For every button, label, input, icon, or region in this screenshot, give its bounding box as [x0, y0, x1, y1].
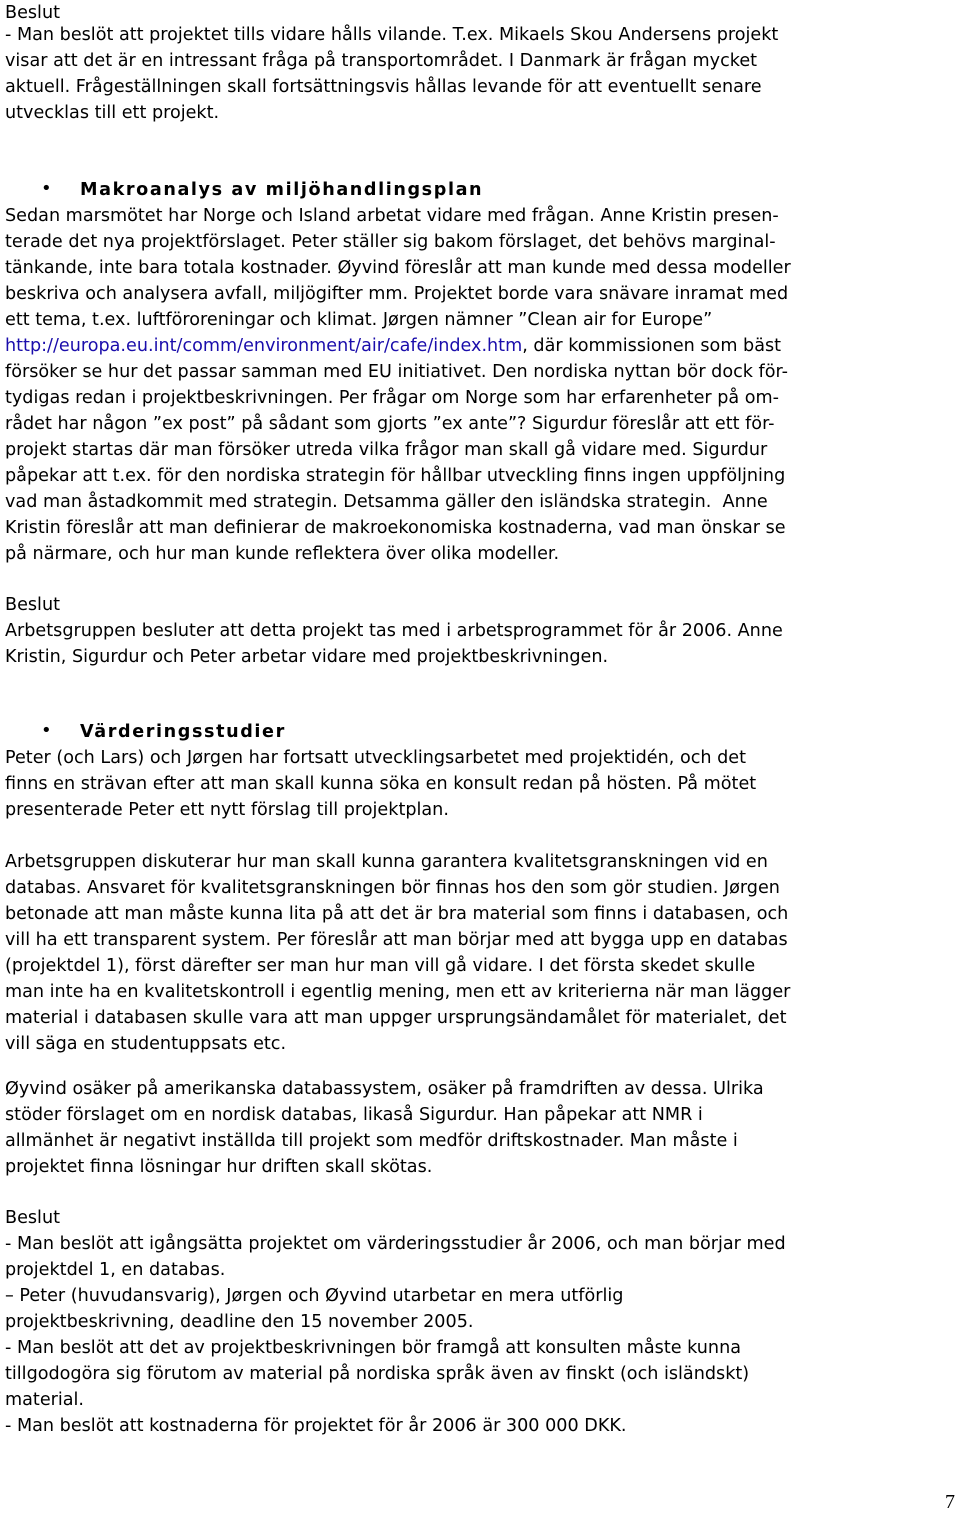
text-line: Øyvind osäker på amerikanska databassystem, osäker på framdriften av dessa. Ulrika: [5, 1079, 764, 1099]
text-line: projektdel 1, en databas.: [5, 1260, 226, 1280]
text-line: påpekar att t.ex. för den nordiska strategin för hållbar utveckling finns ingen uppföljning: [5, 466, 786, 486]
text-line: projektbeskrivning, deadline den 15 november 2005.: [5, 1312, 474, 1332]
text-line: finns en strävan efter att man skall kunna söka en konsult redan på hösten. På mötet: [5, 774, 757, 794]
text-line: - Man beslöt att det av projektbeskrivningen bör framgå att konsulten måste kunna: [5, 1338, 742, 1358]
text-line: allmänhet är negativt inställda till projekt som medför driftskostnader. Man måste i: [5, 1131, 738, 1151]
text-line: material.: [5, 1390, 85, 1410]
text-line: beskriva och analysera avfall, miljögifter mm. Projektet borde vara snävare inramat med: [5, 284, 789, 304]
text-line: vill ha ett transparent system. Per föreslår att man börjar med att bygga upp en databas: [5, 930, 788, 950]
cafe-link[interactable]: http://europa.eu.int/comm/environment/air/cafe/index.htm: [5, 336, 523, 356]
text-line: utvecklas till ett projekt.: [5, 103, 220, 123]
text-line: material i databasen skulle vara att man uppger ursprungsändamålet för materialet, det: [5, 1008, 787, 1028]
beslut-label: Beslut: [5, 595, 60, 615]
text-line: - Man beslöt att projektet tills vidare hålls vilande. T.ex. Mikaels Skou Andersens projekt: [5, 25, 779, 45]
text-line: på närmare, och hur man kunde reflektera över olika modeller.: [5, 544, 560, 564]
text-line: rådet har någon ”ex post” på sådant som gjorts ”ex ante”? Sigurdur föreslår att ett för-: [5, 414, 775, 434]
text-line: tänkande, inte bara totala kostnader. Øyvind föreslår att man kunde med dessa modeller: [5, 258, 791, 278]
text-line: databas. Ansvaret för kvalitetsgranskningen bör finnas hos den som gör studien. Jørgen: [5, 878, 780, 898]
text-line: Kristin, Sigurdur och Peter arbetar vidare med projektbeskrivningen.: [5, 647, 609, 667]
text-line: Arbetsgruppen besluter att detta projekt tas med i arbetsprogrammet för år 2006. Anne: [5, 621, 783, 641]
text-line: vad man åstadkommit med strategin. Detsamma gäller den isländska strategin. Anne: [5, 492, 768, 512]
text-line: terade det nya projektförslaget. Peter ställer sig bakom förslaget, det behövs marginal-: [5, 232, 776, 252]
text-line: aktuell. Frågeställningen skall fortsättningsvis hållas levande för att eventuellt senare: [5, 77, 762, 97]
text-line: betonade att man måste kunna lita på att det är bra material som finns i databasen, och: [5, 904, 789, 924]
beslut-label: Beslut: [5, 1208, 60, 1228]
text-line: – Peter (huvudansvarig), Jørgen och Øyvind utarbetar en mera utförlig: [5, 1286, 624, 1306]
text-line: - Man beslöt att igångsätta projektet om värderingsstudier år 2006, och man börjar med: [5, 1234, 786, 1254]
text-line: tillgodogöra sig förutom av material på nordiska språk även av finskt (och isländskt): [5, 1364, 750, 1384]
text-line: Arbetsgruppen diskuterar hur man skall kunna garantera kvalitetsgranskningen vid en: [5, 852, 768, 872]
text-line: försöker se hur det passar samman med EU initiativet. Den nordiska nyttan bör dock för-: [5, 362, 788, 382]
text-line: man inte ha en kvalitetskontroll i egentlig mening, men ett av kriterierna när man lägger: [5, 982, 791, 1002]
text-line: Peter (och Lars) och Jørgen har fortsatt utvecklingsarbetet med projektidén, och det: [5, 748, 747, 768]
bullet-icon: •: [41, 720, 52, 741]
link-suffix: , där kommissionen som bäst: [522, 336, 782, 356]
text-line: ett tema, t.ex. luftföroreningar och klimat. Jørgen nämner ”Clean air for Europe”: [5, 310, 713, 330]
text-line: tydigas redan i projektbeskrivningen. Per frågar om Norge som har erfarenheter på om-: [5, 388, 780, 408]
section-heading-varderingsstudier: Värderingsstudier: [80, 722, 286, 742]
text-line: Sedan marsmötet har Norge och Island arbetat vidare med frågan. Anne Kristin presen-: [5, 206, 779, 226]
text-line: vill säga en studentuppsats etc.: [5, 1034, 287, 1054]
beslut-label: Beslut: [5, 3, 60, 23]
text-line: visar att det är en intressant fråga på transportområdet. I Danmark är frågan mycket: [5, 51, 758, 71]
text-line: (projektdel 1), först därefter ser man hur man vill gå vidare. I det första skedet skulle: [5, 956, 756, 976]
text-line: projekt startas där man försöker utreda vilka frågor man skall gå vidare med. Sigurdur: [5, 440, 768, 460]
text-line: Kristin föreslår att man definierar de makroekonomiska kostnaderna, vad man önskar se: [5, 518, 786, 538]
text-line: presenterade Peter ett nytt förslag till projektplan.: [5, 800, 449, 820]
text-line: - Man beslöt att kostnaderna för projektet för år 2006 är 300 000 DKK.: [5, 1416, 627, 1436]
text-line: stöder förslaget om en nordisk databas, likaså Sigurdur. Han påpekar att NMR i: [5, 1105, 703, 1125]
page-number: 7: [945, 1491, 955, 1513]
text-line-with-link: [5, 333, 781, 359]
section-heading-makroanalys: Makroanalys av miljöhandlingsplan: [80, 180, 484, 200]
text-line: projektet finna lösningar hur driften skall skötas.: [5, 1157, 433, 1177]
bullet-icon: •: [41, 178, 52, 199]
